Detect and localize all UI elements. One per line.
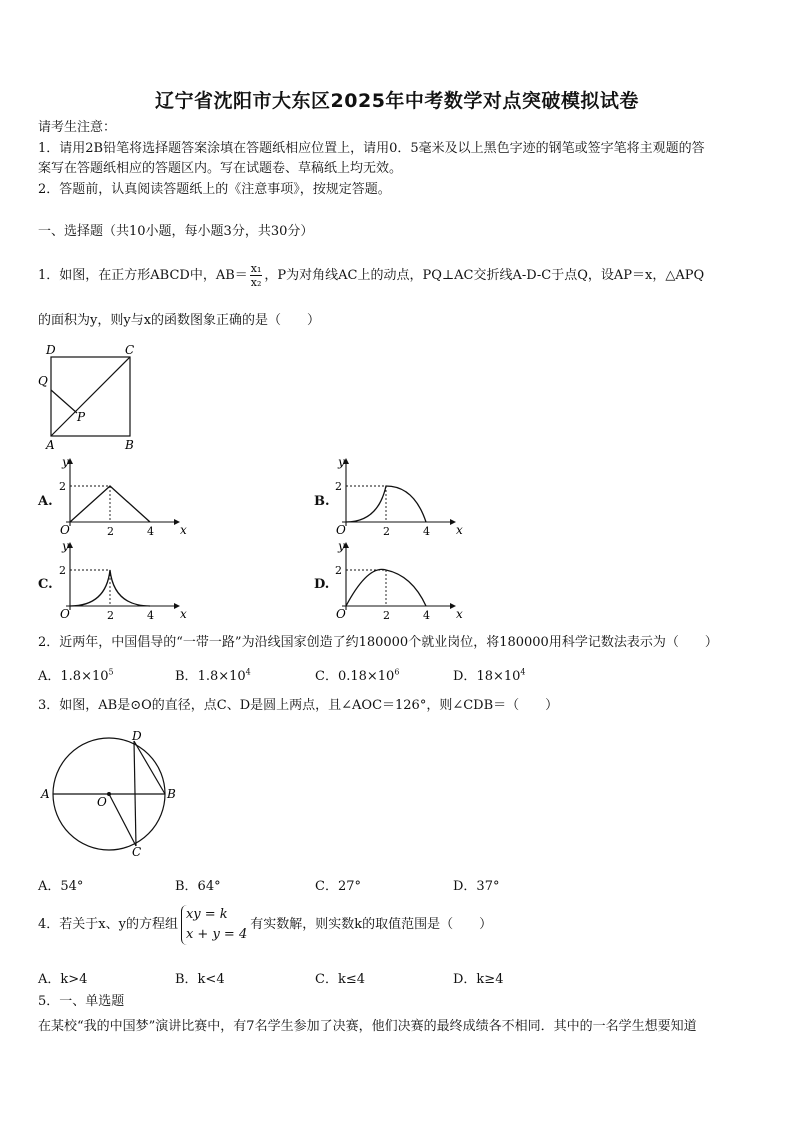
fraction (250, 262, 263, 289)
notice-item-2: 2．答题前，认真阅读答题纸上的《注意事项》，按规定答题。 (38, 182, 391, 197)
notice-item-1-cont: 案写在答题纸相应的答题区内。写在试题卷、草稿纸上均无效。 (38, 161, 403, 176)
x-axis-label: x (456, 607, 463, 621)
label-c: C (125, 343, 135, 357)
x-axis-label: x (180, 523, 187, 537)
q3-option-d: D．37° (453, 879, 500, 894)
label-b: B (125, 438, 134, 452)
option-b-label: B. (314, 494, 330, 509)
label-d: D (46, 343, 56, 357)
q2-option-d: D．$18\times 10^4$ (453, 667, 526, 684)
question-5-heading: 5．一、单选题 (38, 994, 125, 1009)
option-c-label: C. (38, 577, 53, 592)
label-c: C (132, 845, 142, 859)
q3-option-c: C．27° (315, 879, 361, 894)
origin-label: O (60, 607, 70, 621)
notice-heading: 请考生注意： (38, 120, 117, 135)
q4-option-a: A．k>4 (38, 972, 88, 987)
label-o: O (97, 795, 107, 809)
option-d-label: D. (314, 577, 330, 592)
y-tick-2: 2 (59, 564, 66, 577)
y-tick-2: 2 (335, 480, 342, 493)
q2-option-c: C．$0.18\times 10^6$ (315, 667, 400, 684)
q3-option-a: A．54° (38, 879, 84, 894)
y-tick-2: 2 (335, 564, 342, 577)
q2-option-a: A．$1.8\times 10^5$ (38, 667, 114, 684)
origin-label: O (60, 523, 70, 537)
question-3: 3．如图，AB是⊙O的直径，点C、D是圆上两点，且∠AOC＝126°，则∠CDB＝（ ） (38, 698, 559, 713)
y-axis-label: y (338, 455, 345, 469)
x-axis-label: x (180, 607, 187, 621)
graph-c (56, 540, 186, 626)
question-1-prefix: 1．如图，在正方形ABCD中，AB＝ (38, 268, 248, 283)
x-tick-2: 2 (383, 525, 390, 538)
x-tick-4: 4 (147, 525, 154, 538)
square-figure (30, 340, 150, 455)
label-q: Q (38, 374, 48, 388)
question-5: 在某校“我的中国梦”演讲比赛中，有7名学生参加了决赛，他们决赛的最终成绩各不相同．其中的一名学生想要知道 (38, 1019, 697, 1034)
label-d: D (132, 729, 142, 743)
label-p: P (77, 410, 86, 424)
q2-option-b: B．$1.8\times 10^4$ (175, 667, 251, 684)
q4-option-c: C．k≤4 (315, 972, 365, 987)
x-tick-2: 2 (107, 525, 114, 538)
graph-d (332, 540, 462, 626)
equation-1: xy = k (185, 907, 228, 922)
option-a-label: A. (38, 494, 53, 509)
question-4-prefix: 4．若关于x、y的方程组 (38, 917, 178, 932)
origin-label: O (336, 607, 346, 621)
x-tick-4: 4 (423, 609, 430, 622)
y-tick-2: 2 (59, 480, 66, 493)
q4-option-d: D．k≥4 (453, 972, 504, 987)
label-a: A (46, 438, 55, 452)
y-axis-label: y (62, 539, 69, 553)
question-1 (38, 262, 704, 289)
q3-option-b: B．64° (175, 879, 221, 894)
question-4-suffix: 有实数解，则实数k的取值范围是（ ） (250, 917, 493, 932)
label-b: B (167, 787, 176, 801)
question-1-suffix: ，P为对角线AC上的动点，PQ⊥AC交折线A-D-C于点Q，设AP＝x，△APQ (264, 268, 705, 283)
graph-a (56, 456, 186, 542)
fraction-denominator: x₂ (250, 276, 262, 289)
origin-label: O (336, 523, 346, 537)
question-2: 2．近两年，中国倡导的“一带一路”为沿线国家创造了约180000个就业岗位，将180000用科学记数法表示为（ ） (38, 635, 718, 650)
x-tick-2: 2 (107, 609, 114, 622)
page-title: 辽宁省沈阳市大东区2025年中考数学对点突破模拟试卷 (155, 90, 639, 112)
circle-figure (36, 728, 186, 858)
q4-option-b: B．k<4 (175, 972, 225, 987)
x-tick-4: 4 (423, 525, 430, 538)
y-axis-label: y (62, 455, 69, 469)
label-a: A (41, 787, 50, 801)
question-4 (38, 905, 492, 945)
y-axis-label: y (338, 539, 345, 553)
x-tick-4: 4 (147, 609, 154, 622)
section-heading: 一、选择题（共10小题，每小题3分，共30分） (38, 224, 314, 239)
question-1-line2: 的面积为y，则y与x的函数图象正确的是（ ） (38, 313, 321, 328)
graph-b (332, 456, 462, 542)
equation-2: x + y = 4 (185, 927, 248, 942)
equation-system (181, 905, 247, 945)
x-tick-2: 2 (383, 609, 390, 622)
x-axis-label: x (456, 523, 463, 537)
notice-item-1: 1．请用2B铅笔将选择题答案涂填在答题纸相应位置上，请用0．5毫米及以上黑色字迹的钢笔或签字笔将主观题的答 (38, 141, 705, 156)
fraction-numerator: x₁ (250, 262, 262, 275)
